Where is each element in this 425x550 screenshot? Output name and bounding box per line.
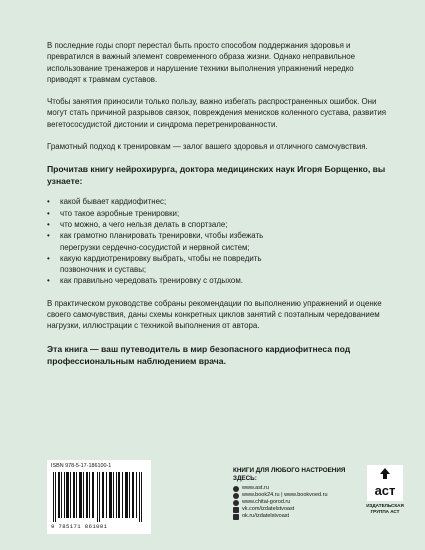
- list-item: • что такое аэробные тренировки;: [47, 208, 180, 218]
- publisher-links: [233, 467, 358, 520]
- barcode: [47, 460, 151, 534]
- annotation-text: [47, 40, 387, 367]
- logo-mark-text: аст: [374, 483, 396, 498]
- link-item[interactable]: vk.com/izdatelstvoast: [233, 506, 358, 513]
- closing-statement: Эта книга — ваш путеводитель в мир безопасного кардиофитнеса под профессиональным наблюдением врача.: [47, 343, 351, 366]
- publisher-logo: [364, 465, 406, 514]
- isbn-label: ISBN 978-5-17-186100-1: [51, 463, 112, 469]
- heading-you-will-learn: Прочитав книгу нейрохирурга, доктора медицинских наук Игоря Борщенко, вы узнаете:: [47, 164, 386, 187]
- paragraph-errors: Чтобы занятия приносили только пользу, важно избегать распространенных ошибок. Они могут стать причиной разрывов связок, повреждения менисков коленного сустава, развития вегетососудистой дистонии и синдрома перетренированности.: [47, 97, 387, 129]
- ok-icon: [233, 514, 239, 520]
- link-item[interactable]: ok.ru/izdatelstvoast: [233, 513, 358, 520]
- publisher-name: ИЗДАТЕЛЬСКАЯ ГРУППА АСТ: [366, 503, 404, 514]
- link-item[interactable]: www.book24.ru | www.bookvoed.ru: [233, 492, 358, 499]
- globe-icon: [233, 493, 239, 499]
- paragraph-approach: Грамотный подход к тренировкам — залог вашего здоровья и отличного самочувствия.: [47, 142, 368, 152]
- imprint-area: [0, 445, 425, 550]
- barcode-digits: 9 785171 861001: [51, 523, 108, 530]
- link-item[interactable]: www.ast.ru: [233, 485, 358, 492]
- paragraph-intro: В последние годы спорт перестал быть просто способом поддержания здоровья и превратился в важный элемент современного образа жизни. Однако неправильное использование тренажеров и нарушение техники выполнения упражнений нередко приводят к травмам суставов.: [47, 41, 356, 84]
- link-item[interactable]: www.chitai-gorod.ru: [233, 499, 358, 506]
- list-item: • какой бывает кардиофитнес;: [47, 197, 167, 207]
- list-item: • как грамотно планировать тренировки, чтобы избежать перегрузки сердечно-сосудистой и нервной систем;: [47, 231, 264, 252]
- ast-logo-icon: [367, 465, 403, 501]
- paragraph-guide: В практическом руководстве собраны рекомендации по выполнению упражнений и оценке своего самочувствия, даны схемы конкретных циклов занятий с поэтапным чередованием нагрузки, иллюстрации с техникой выполнения от автора.: [47, 298, 382, 331]
- globe-icon: [233, 500, 239, 506]
- list-item: • какую кардиотренировку выбрать, чтобы не повредить позвоночник и суставы;: [47, 253, 262, 275]
- links-title: КНИГИ ДЛЯ ЛЮБОГО НАСТРОЕНИЯ ЗДЕСЬ:: [233, 467, 346, 482]
- globe-icon: [233, 486, 239, 492]
- list-item: • что можно, а чего нельзя делать в спортзале;: [47, 219, 228, 229]
- barcode-bars-icon: [51, 472, 147, 522]
- list-item: • как правильно чередовать тренировку с отдыхом.: [47, 276, 243, 286]
- vk-icon: [233, 507, 239, 513]
- bullet-list: [47, 196, 387, 286]
